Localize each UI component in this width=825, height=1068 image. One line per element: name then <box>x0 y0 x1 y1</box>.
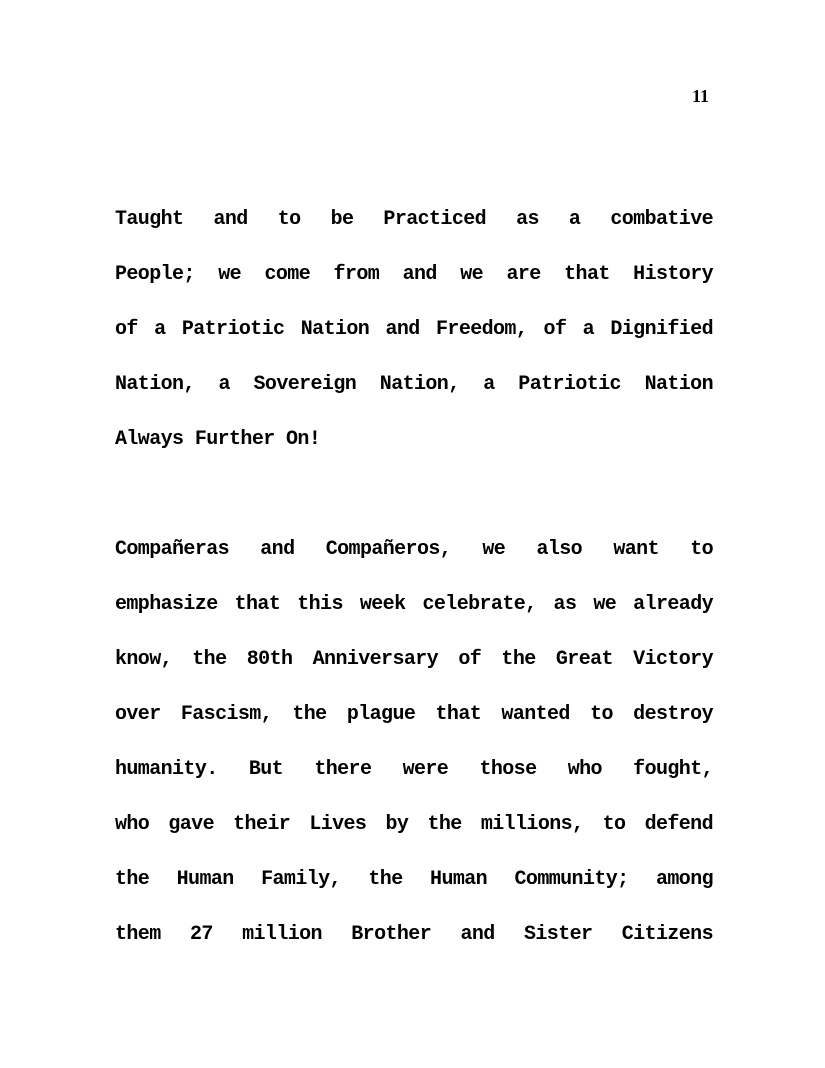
text-line: over Fascism, the plague that wanted to destroy <box>115 703 713 726</box>
text-line: Taught and to be Practiced as a combative <box>115 208 713 231</box>
text-line: People; we come from and we are that History <box>115 263 713 286</box>
text-line: humanity. But there were those who fought, <box>115 758 713 781</box>
paragraph-1 <box>115 192 713 467</box>
text-line: Always Further On! <box>115 428 321 451</box>
text-line: them 27 million Brother and Sister Citizens <box>115 923 713 946</box>
text-line: of a Patriotic Nation and Freedom, of a Dignified <box>115 318 713 341</box>
text-line: emphasize that this week celebrate, as we already <box>115 593 713 616</box>
text-line: know, the 80th Anniversary of the Great Victory <box>115 648 713 671</box>
text-line: who gave their Lives by the millions, to defend <box>115 813 713 836</box>
paragraph-2 <box>115 522 713 962</box>
text-line: Compañeras and Compañeros, we also want to <box>115 538 713 561</box>
text-line: Nation, a Sovereign Nation, a Patriotic Nation <box>115 373 713 396</box>
page-number: 11 <box>691 86 709 106</box>
text-line: the Human Family, the Human Community; among <box>115 868 713 891</box>
